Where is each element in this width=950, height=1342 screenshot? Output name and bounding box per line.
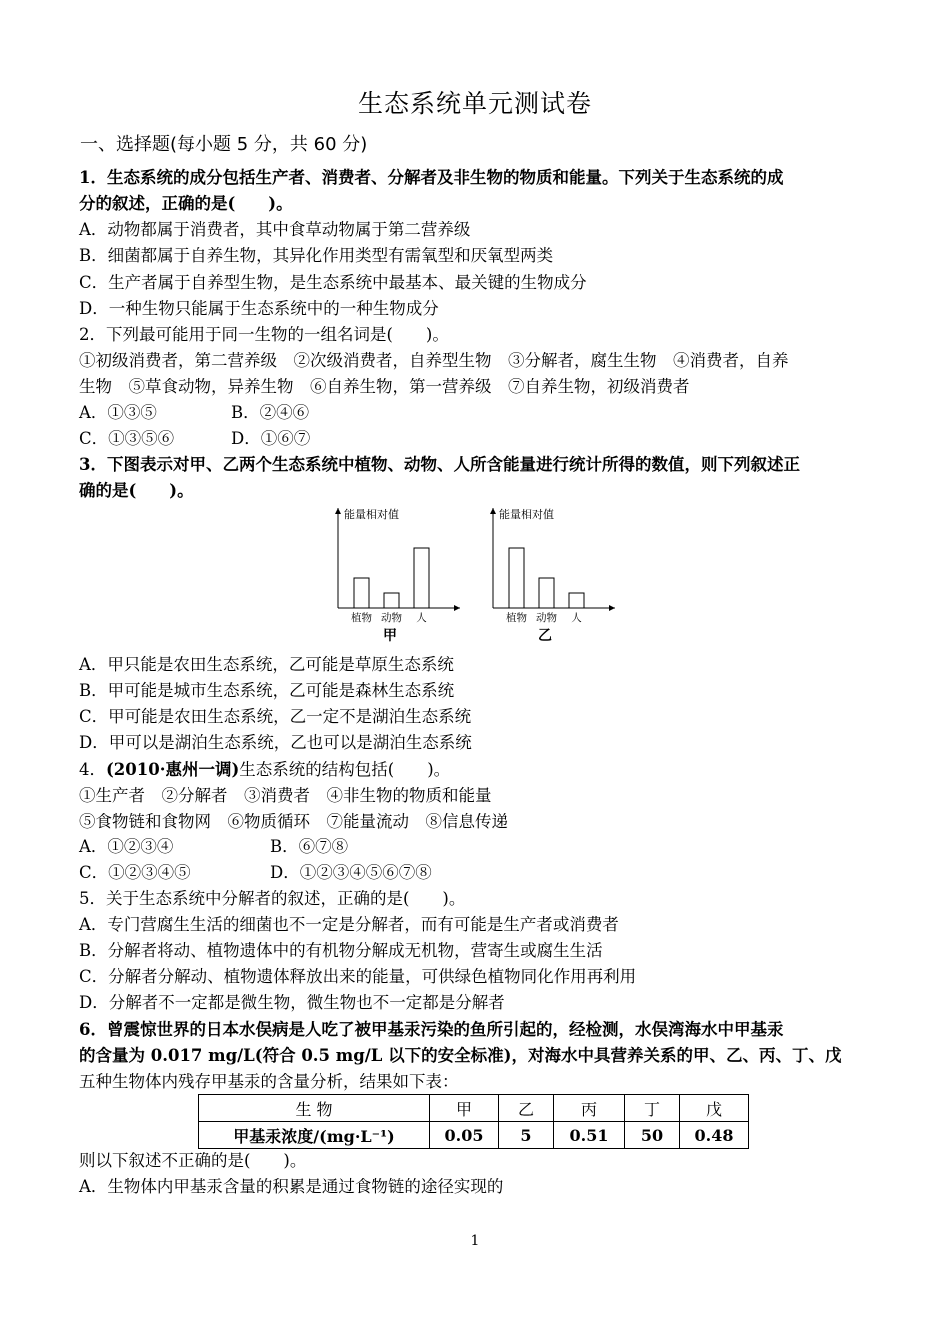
page-number: 1 (470, 1233, 480, 1249)
x-axis-arrow (454, 605, 460, 611)
q2-option-d: D．①⑥⑦ (231, 429, 311, 448)
q1-stem-line1: 1．生态系统的成分包括生产者、消费者、分解者及非生物的物质和能量。下列关于生态系统的成 (79, 168, 784, 187)
q1-option-c: C．生产者属于自养型生物，是生态系统中最基本、最关键的生物成分 (79, 273, 587, 292)
table-header-cell: 生 物 (199, 1095, 430, 1122)
q2-items-line1: ①初级消费者，第二营养级 ②次级消费者，自养型生物 ③分解者，腐生生物 ④消费者，自养 (79, 351, 789, 370)
y-axis-label: 能量相对值 (499, 508, 554, 521)
q4-items-line2: ⑤食物链和食物网 ⑥物质循环 ⑦能量流动 ⑧信息传递 (79, 812, 508, 831)
x-tick-label: 人 (571, 612, 582, 624)
table-cell: 0.51 (554, 1122, 625, 1149)
table-row-label: 甲基汞浓度/(mg·L⁻¹) (199, 1122, 430, 1149)
table-cell: 0.48 (680, 1122, 749, 1149)
q4-items-line1: ①生产者 ②分解者 ③消费者 ④非生物的物质和能量 (79, 786, 492, 805)
x-axis-arrow (609, 605, 615, 611)
q2-stem: 2．下列最可能用于同一生物的一组名词是( )。 (79, 325, 449, 344)
y-axis-arrow (335, 508, 341, 514)
x-tick-label: 植物 (351, 612, 372, 624)
q6-after-table: 则以下叙述不正确的是( )。 (79, 1151, 307, 1170)
q4-number: 4． (79, 760, 106, 779)
q4-option-c: C．①②③④⑤ (79, 863, 191, 882)
q3-option-d: D．甲可以是湖泊生态系统，乙也可以是湖泊生态系统 (79, 733, 472, 752)
table-cell: 5 (499, 1122, 554, 1149)
q5-option-a: A．专门营腐生生活的细菌也不一定是分解者，而有可能是生产者或消费者 (79, 915, 619, 934)
table-cell: 0.05 (430, 1122, 499, 1149)
x-tick-label: 动物 (381, 612, 402, 624)
energy-chart-jia (320, 500, 480, 652)
table-header-cell: 乙 (499, 1095, 554, 1122)
q2-option-b: B．②④⑥ (231, 403, 310, 422)
q3-option-a: A．甲只能是农田生态系统，乙可能是草原生态系统 (79, 655, 454, 674)
q6-option-a: A．生物体内甲基汞含量的积累是通过食物链的途径实现的 (79, 1177, 504, 1196)
bar-植物 (354, 578, 369, 608)
q6-stem-line1: 6．曾震惊世界的日本水俣病是人吃了被甲基汞污染的鱼所引起的，经检测，水俣湾海水中甲基汞 (79, 1020, 784, 1039)
q3-stem-line1: 3．下图表示对甲、乙两个生态系统中植物、动物、人所含能量进行统计所得的数值，则下列叙述正 (79, 455, 800, 474)
table-header-row (199, 1095, 749, 1122)
q4-stem (79, 759, 450, 781)
q5-option-b: B．分解者将动、植物遗体中的有机物分解成无机物，营寄生或腐生生活 (79, 941, 603, 960)
table-header-cell: 丙 (554, 1095, 625, 1122)
bar-植物 (509, 548, 524, 608)
q4-option-d: D．①②③④⑤⑥⑦⑧ (270, 863, 432, 882)
chart-title: 乙 (538, 628, 552, 644)
table-cell: 50 (625, 1122, 680, 1149)
bar-动物 (384, 593, 399, 608)
q1-option-b: B．细菌都属于自养生物，其异化作用类型有需氧型和厌氧型两类 (79, 246, 554, 265)
q1-option-d: D．一种生物只能属于生态系统中的一种生物成分 (79, 299, 439, 318)
q1-option-a: A．动物都属于消费者，其中食草动物属于第二营养级 (79, 220, 471, 239)
q5-option-d: D．分解者不一定都是微生物，微生物也不一定都是分解者 (79, 993, 505, 1012)
q4-stem-text: 生态系统的结构包括( )。 (239, 760, 451, 779)
q6-stem-line3: 五种生物体内残存甲基汞的含量分析，结果如下表： (79, 1072, 459, 1091)
q4-source: (2010·惠州一调) (106, 760, 240, 779)
x-tick-label: 动物 (536, 612, 557, 624)
bar-人 (569, 593, 584, 608)
table-header-cell: 甲 (430, 1095, 499, 1122)
section-heading: 一、选择题(每小题 5 分，共 60 分) (80, 134, 368, 155)
y-axis-arrow (490, 508, 496, 514)
q3-option-b: B．甲可能是城市生态系统，乙可能是森林生态系统 (79, 681, 455, 700)
q2-option-a: A．①③⑤ (79, 403, 157, 422)
x-tick-label: 植物 (506, 612, 527, 624)
q2-option-c: C．①③⑤⑥ (79, 429, 175, 448)
q2-items-line2: 生物 ⑤草食动物，异养生物 ⑥自养生物，第一营养级 ⑦自养生物，初级消费者 (79, 377, 690, 396)
table-row (199, 1122, 749, 1149)
bar-人 (414, 548, 429, 608)
q3-option-c: C．甲可能是农田生态系统，乙一定不是湖泊生态系统 (79, 707, 472, 726)
table-header-cell: 丁 (625, 1095, 680, 1122)
table-header-cell: 戊 (680, 1095, 749, 1122)
y-axis-label: 能量相对值 (344, 508, 399, 521)
x-tick-label: 人 (416, 612, 427, 624)
mercury-table (198, 1094, 749, 1149)
q6-stem-line2: 的含量为 0.017 mg/L(符合 0.5 mg/L 以下的安全标准)，对海水中具营养关系的甲、乙、丙、丁、戊 (79, 1046, 842, 1065)
q5-stem: 5．关于生态系统中分解者的叙述，正确的是( )。 (79, 889, 466, 908)
q3-stem-line2: 确的是( )。 (79, 481, 194, 500)
q5-option-c: C．分解者分解动、植物遗体释放出来的能量，可供绿色植物同化作用再利用 (79, 967, 637, 986)
energy-chart-yi (475, 500, 635, 652)
chart-title: 甲 (383, 628, 397, 644)
page-title: 生态系统单元测试卷 (357, 89, 592, 118)
q1-stem-line2: 分的叙述，正确的是( )。 (79, 194, 293, 213)
bar-动物 (539, 578, 554, 608)
q4-option-b: B．⑥⑦⑧ (270, 837, 349, 856)
q4-option-a: A．①②③④ (79, 837, 174, 856)
